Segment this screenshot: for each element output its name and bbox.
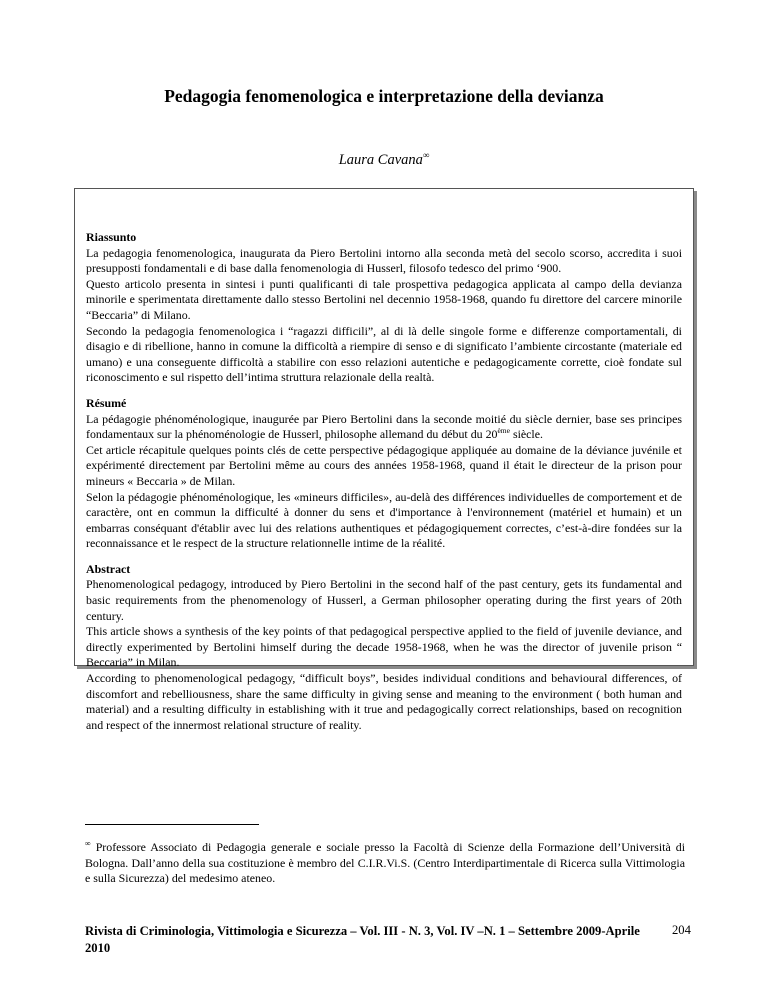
section-heading: Résumé bbox=[86, 395, 127, 410]
author-line bbox=[0, 150, 768, 169]
paragraph: According to phenomenological pedagogy, “difficult boys”, besides individual conditions and behavioural differences, of discomfort and rebelliousness, share the same difficulty in giving sense and meaning to the environment ( both human and material) and a resulting difficulty in establishing with it true and pedagogically correct relationships, based on recognition and respect of the innermost relational structure of reality. bbox=[86, 671, 682, 732]
footnote-separator bbox=[85, 824, 259, 825]
paragraph: Phenomenological pedagogy, introduced by Piero Bertolini in the second half of the past century, gets its fundamental and basic requirements from the phenomenology of Husserl, a German philosopher operating during the first years of 20th century. bbox=[86, 577, 682, 623]
paragraph: This article shows a synthesis of the key points of that pedagogical perspective applied to the field of juvenile deviance, and directly experimented by Bertolini himself during the decade 1958-1968, when he was the director of juvenile prison “ Beccaria” in Milan. bbox=[86, 624, 682, 670]
paragraph: La pedagogia fenomenologica, inaugurata da Piero Bertolini intorno alla seconda metà del secolo scorso, accredita i suoi presupposti fondamentali e di base dalla fenomenologia di Husserl, filosofo tedesco del primo ‘900. bbox=[86, 245, 682, 276]
footnote bbox=[85, 836, 685, 887]
footnote-mark: ∞ bbox=[85, 839, 91, 848]
paragraph-text: La pédagogie phénoménologique, inaugurée par Piero Bertolini dans la seconde moitié du siècle dernier, base ses principes fondamentaux sur la phénoménologie de Husserl, philosophe allemand du début du 20 bbox=[86, 411, 682, 442]
section-abstract bbox=[86, 562, 682, 734]
paragraph bbox=[86, 412, 682, 443]
section-riassunto bbox=[86, 230, 682, 386]
footnote-text: Professore Associato di Pedagogia generale e sociale presso la Facoltà di Scienze della Formazione dell’Università di Bologna. Dall’anno della sua costituzione è membro del C.I.R.Vi.S. (Centro Interdipartimentale di Ricerca sulla Vittimologia e sulla Sicurezza) del medesimo ateneo. bbox=[85, 839, 685, 886]
article-title: Pedagogia fenomenologica e interpretazione della devianza bbox=[164, 86, 604, 106]
paragraph: Cet article récapitule quelques points clés de cette perspective pédagogique appliquée au domaine de la déviance juvénile et expérimenté directement par Bertolini même au cours des années 1958-1968, quand il était le directeur de la prison pour mineurs « Beccaria » de Milan. bbox=[86, 442, 682, 488]
paragraph: Selon la pédagogie phénoménologique, les «mineurs difficiles», au-delà des différences individuelles de comportement et de caractère, ont en commun la difficulté à donner du sens et d'importance à l'environnement (matériel et humain) et un embarras conséquant d'établir avec lui des relations authentiques et pédagogiquement correctes, c’est-à-dire fondées sur la reconnaissance et le respect de la structure relationnelle intime de la réalité. bbox=[86, 489, 682, 551]
paragraph: Secondo la pedagogia fenomenologica i “ragazzi difficili”, al di là delle singole forme e differenze comportamentali, di disagio e di ribellione, hanno in comune la difficoltà a riempire di senso e di significato l’ambiente circostante (materiale ed umano) e una conseguente difficoltà a stabilire con esso relazioni autentiche e pedagogicamente corrette, cioè fondate sul riconoscimento e sul rispetto dell’intima struttura relazionale della realtà. bbox=[86, 323, 682, 385]
abstract-box bbox=[74, 188, 694, 732]
section-heading: Riassunto bbox=[86, 230, 137, 244]
paragraph-text: siècle. bbox=[509, 427, 543, 442]
page-number: 204 bbox=[672, 923, 691, 937]
section-resume bbox=[86, 396, 682, 552]
superscript: ème bbox=[497, 426, 510, 436]
journal-citation: Rivista di Criminologia, Vittimologia e Sicurezza – Vol. III - N. 3, Vol. IV –N. 1 – Settembre 2009-Aprile 2010 bbox=[85, 924, 640, 955]
author-footnote-mark[interactable]: ∞ bbox=[422, 150, 430, 160]
section-heading: Abstract bbox=[86, 561, 131, 576]
author-name: Laura Cavana bbox=[338, 151, 423, 168]
paragraph: Questo articolo presenta in sintesi i punti qualificanti di tale prospettiva pedagogica applicata al campo della devianza minorile e sperimentata direttamente dallo stesso Bertolini nel decennio 1958-1968, quando fu direttore del carcere minorile “Beccaria” di Milano. bbox=[86, 276, 682, 322]
abstract-box-content bbox=[86, 230, 682, 743]
